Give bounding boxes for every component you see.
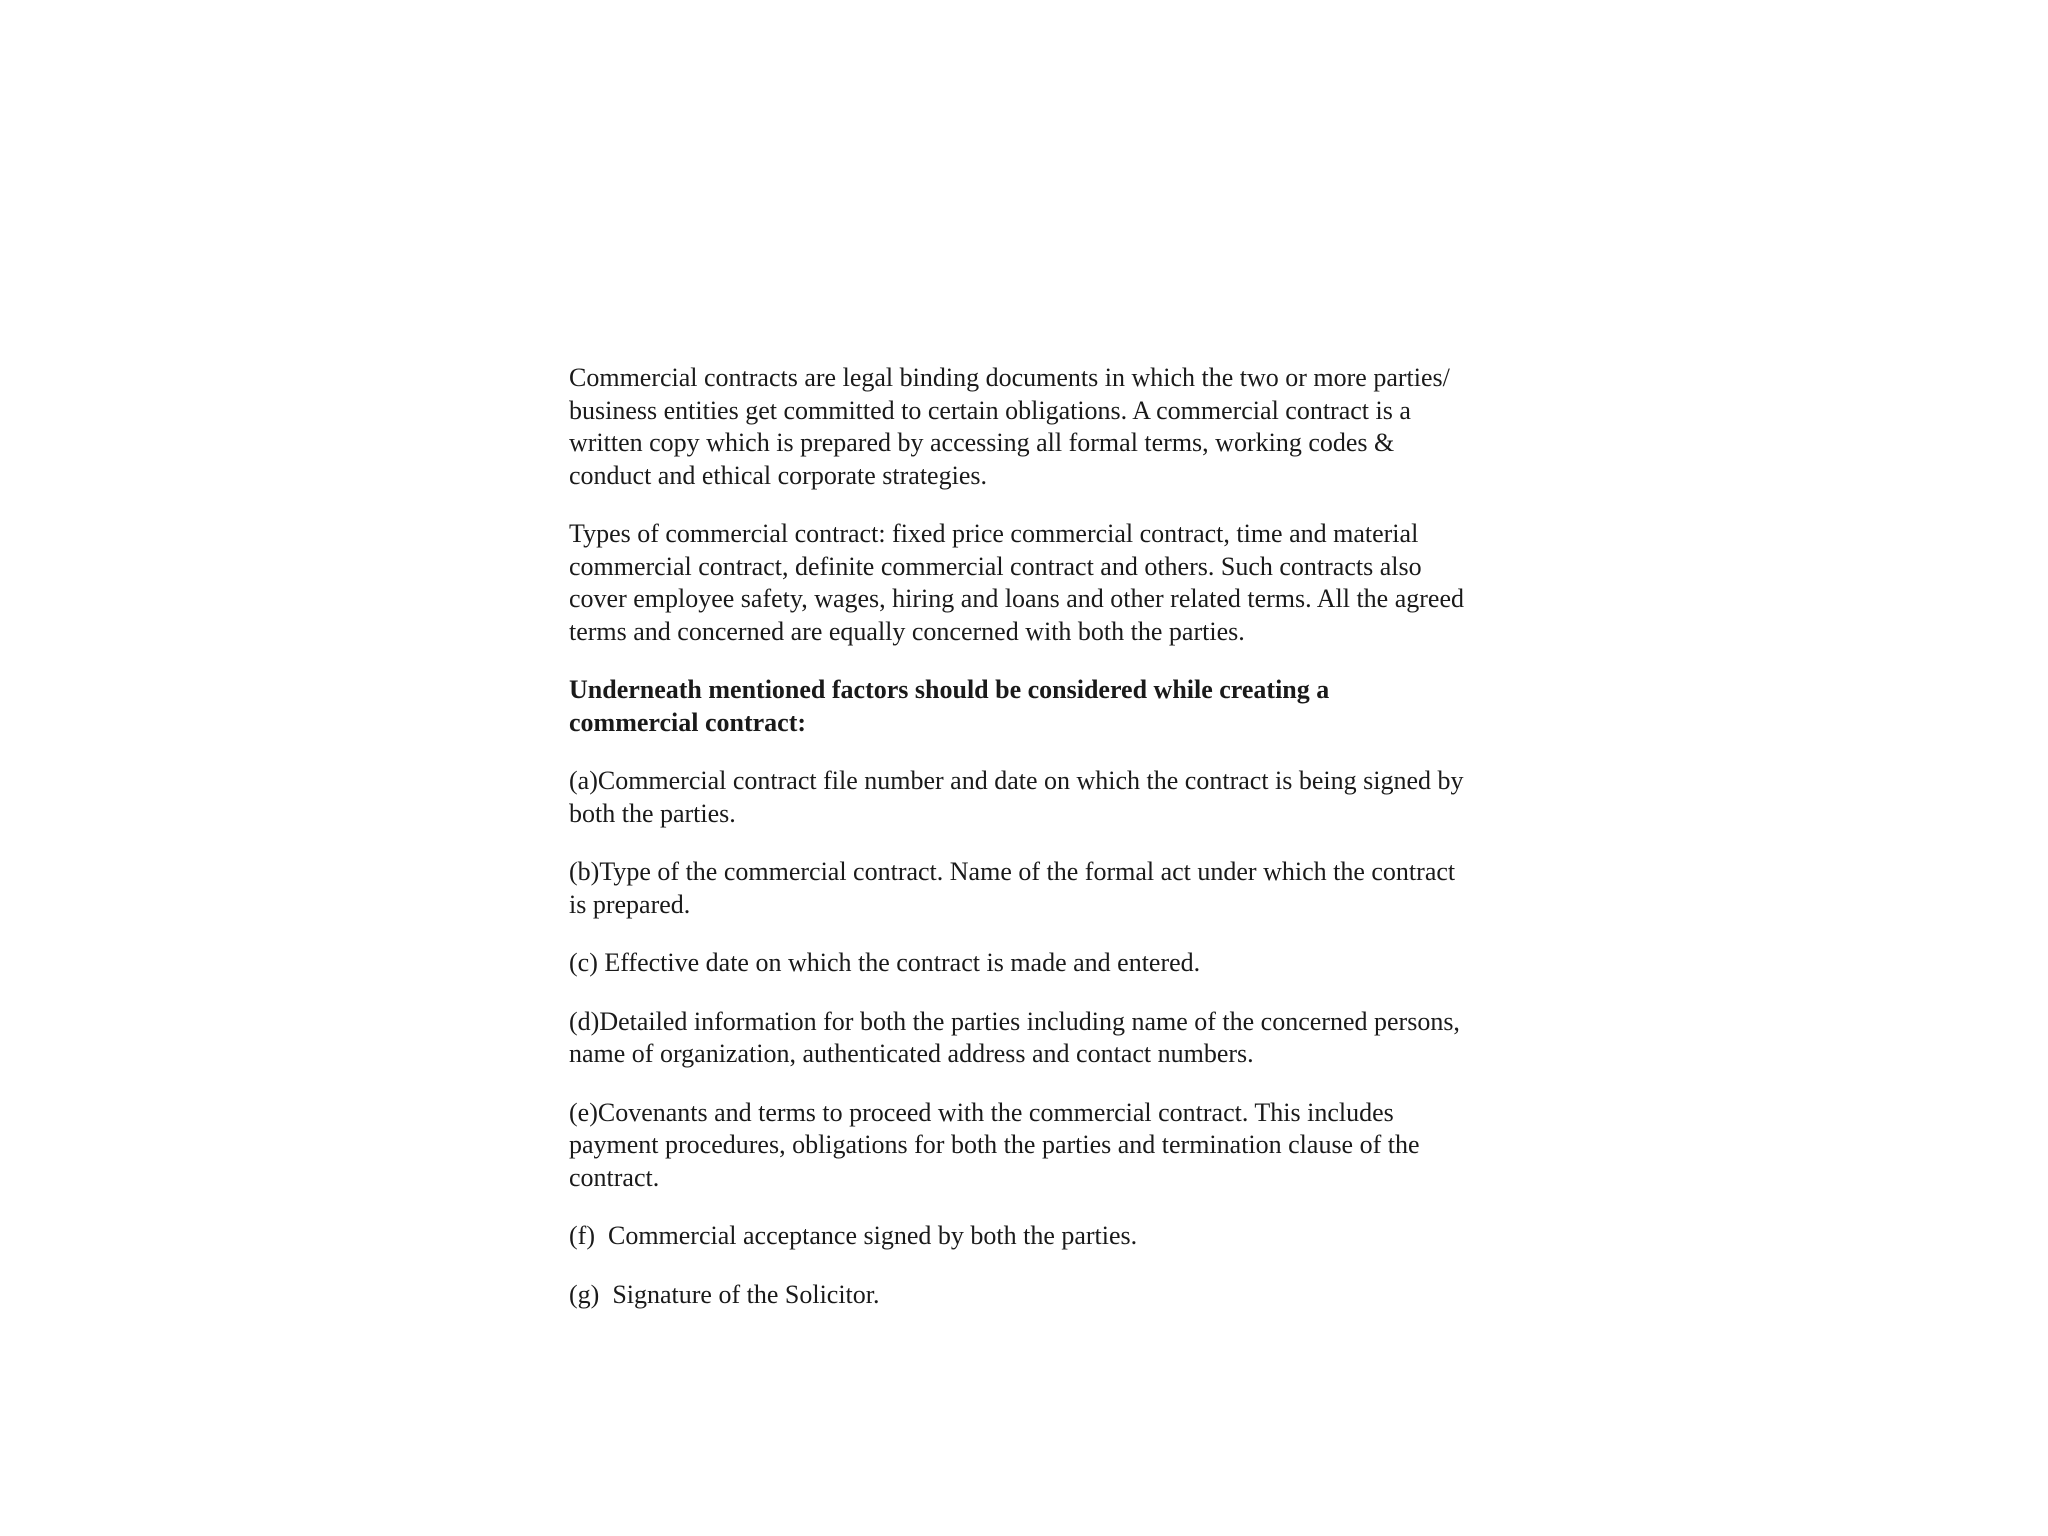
document-body [569, 362, 1464, 1337]
list-item: (f) Commercial acceptance signed by both the parties. [569, 1221, 1138, 1250]
list-item: (a)Commercial contract file number and date on which the contract is being signed by both the parties. [569, 766, 1464, 828]
list-item: (g) Signature of the Solicitor. [569, 1279, 880, 1309]
list-item: (d)Detailed information for both the parties including name of the concerned persons, name of organization, authenticated address and contact numbers. [569, 1006, 1460, 1068]
intro-paragraph: Commercial contracts are legal binding documents in which the two or more parties/ business entities get committed to certain obligations. A commercial contract is a written copy which is prepared by accessing all formal terms, working codes & conduct and ethical corporate strategies. [569, 363, 1450, 490]
list-item: (c) Effective date on which the contract is made and entered. [569, 948, 1201, 977]
list-item: (b)Type of the commercial contract. Name of the formal act under which the contract is prepared. [569, 857, 1456, 919]
factors-heading: Underneath mentioned factors should be considered while creating a commercial contract: [569, 675, 1330, 737]
list-item: (e)Covenants and terms to proceed with the commercial contract. This includes payment procedures, obligations for both the parties and termination clause of the contract. [569, 1097, 1420, 1192]
types-paragraph: Types of commercial contract: fixed price commercial contract, time and material commercial contract, definite commercial contract and others. Such contracts also cover employee safety, wages, hiring and loans and other related terms. All the agreed terms and concerned are equally concerned with both the parties. [569, 519, 1464, 646]
